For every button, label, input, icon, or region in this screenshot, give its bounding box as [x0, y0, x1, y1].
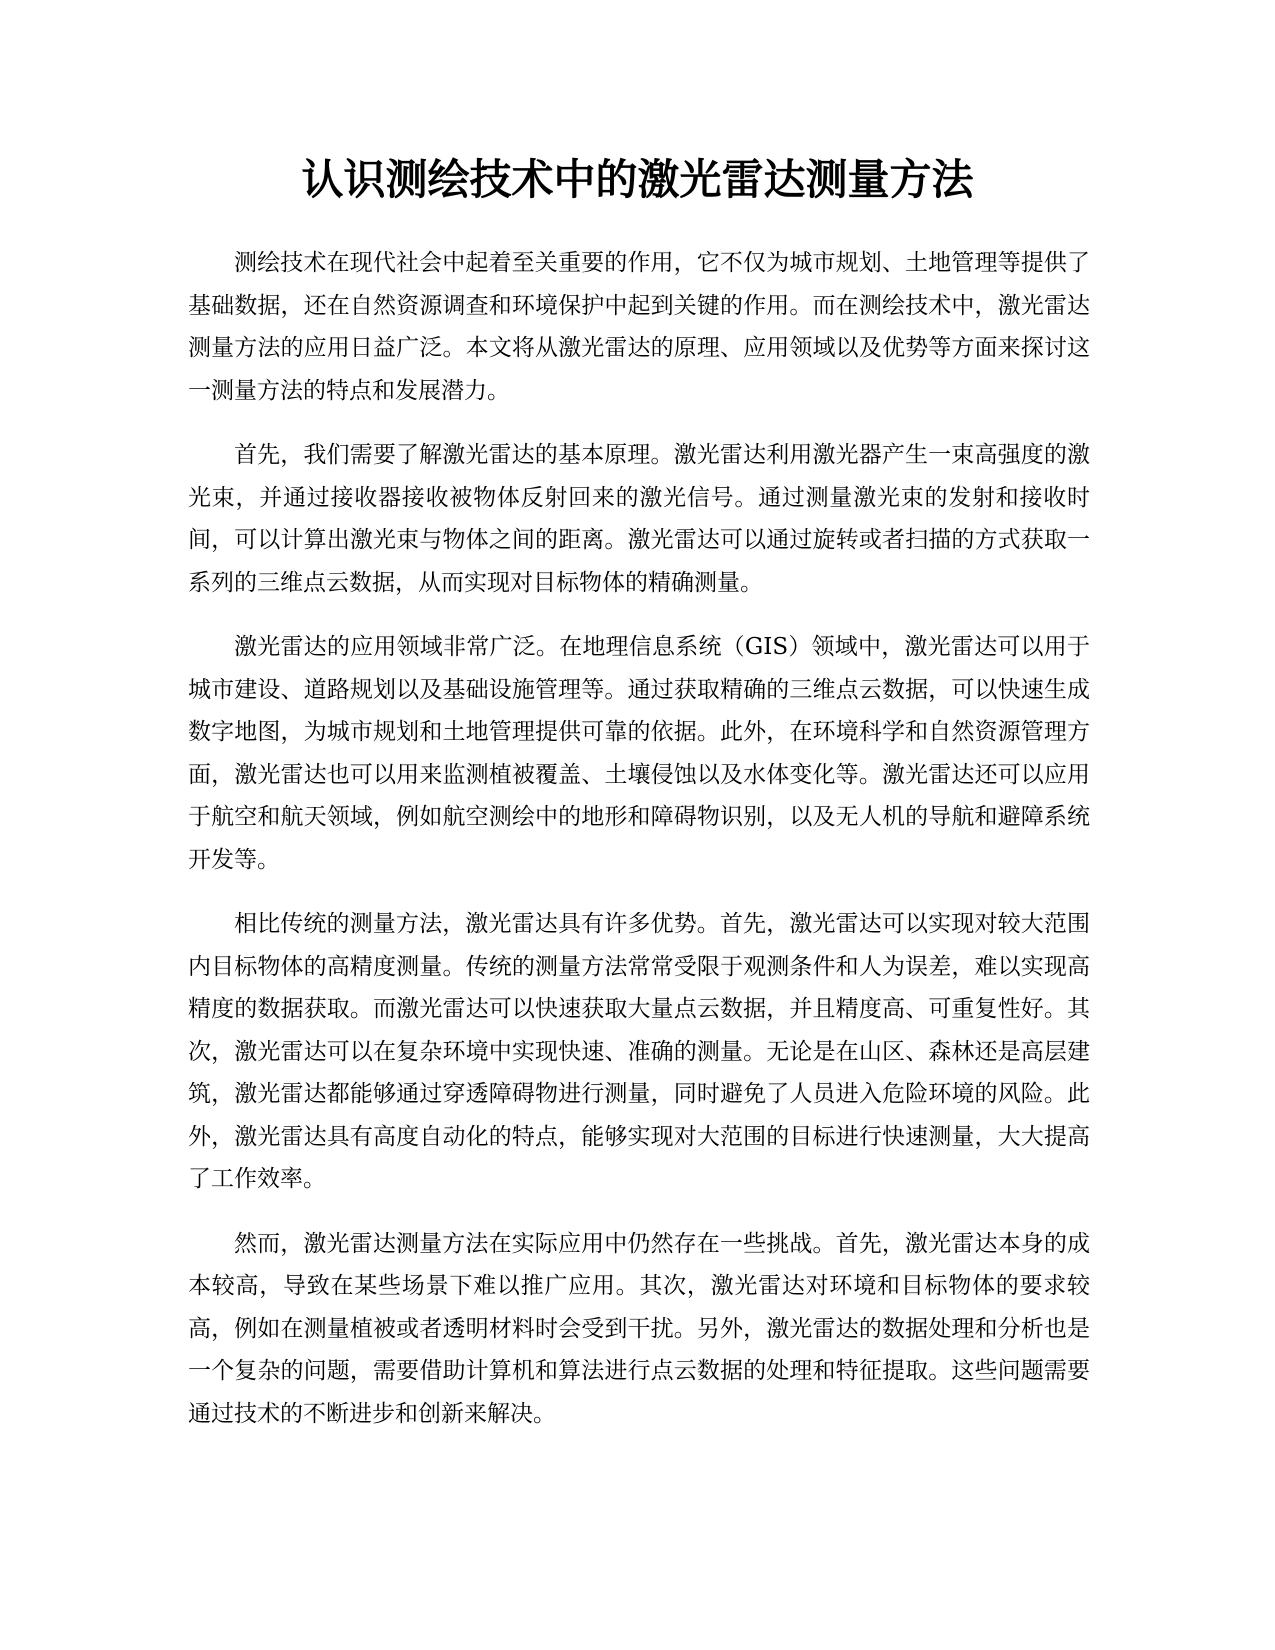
paragraph-principle: 首先，我们需要了解激光雷达的基本原理。激光雷达利用激光器产生一束高强度的激光束，并通过接收器接收被物体反射回来的激光信号。通过测量激光束的发射和接收时间，可以计算出激光束与物体之间的距离。激光雷达可以通过旋转或者扫描的方式获取一系列的三维点云数据，从而实现对目标物体的精确测量。 [188, 442, 1090, 596]
paragraph-intro: 测绘技术在现代社会中起着至关重要的作用，它不仅为城市规划、土地管理等提供了基础数据，还在自然资源调查和环境保护中起到关键的作用。而在测绘技术中，激光雷达测量方法的应用日益广泛。本文将从激光雷达的原理、应用领域以及优势等方面来探讨这一测量方法的特点和发展潜力。 [188, 250, 1090, 404]
paragraph-challenges: 然而，激光雷达测量方法在实际应用中仍然存在一些挑战。首先，激光雷达本身的成本较高，导致在某些场景下难以推广应用。其次，激光雷达对环境和目标物体的要求较高，例如在测量植被或者透明材料时会受到干扰。另外，激光雷达的数据处理和分析也是一个复杂的问题，需要借助计算机和算法进行点云数据的处理和特征提取。这些问题需要通过技术的不断进步和创新来解决。 [188, 1230, 1090, 1427]
document-body [188, 242, 1090, 1457]
paragraph-advantages: 相比传统的测量方法，激光雷达具有许多优势。首先，激光雷达可以实现对较大范围内目标物体的高精度测量。传统的测量方法常常受限于观测条件和人为误差，难以实现高精度的数据获取。而激光雷达可以快速获取大量点云数据，并且精度高、可重复性好。其次，激光雷达可以在复杂环境中实现快速、准确的测量。无论是在山区、森林还是高层建筑，激光雷达都能够通过穿透障碍物进行测量，同时避免了人员进入危险环境的风险。此外，激光雷达具有高度自动化的特点，能够实现对大范围的目标进行快速测量，大大提高了工作效率。 [188, 911, 1090, 1192]
document-title: 认识测绘技术中的激光雷达测量方法 [301, 155, 974, 204]
paragraph-applications: 激光雷达的应用领域非常广泛。在地理信息系统（GIS）领域中，激光雷达可以用于城市建设、道路规划以及基础设施管理等。通过获取精确的三维点云数据，可以快速生成数字地图，为城市规划和土地管理提供可靠的依据。此外，在环境科学和自然资源管理方面，激光雷达也可以用来监测植被覆盖、土壤侵蚀以及水体变化等。激光雷达还可以应用于航空和航天领域，例如航空测绘中的地形和障碍物识别，以及无人机的导航和避障系统开发等。 [188, 634, 1090, 873]
